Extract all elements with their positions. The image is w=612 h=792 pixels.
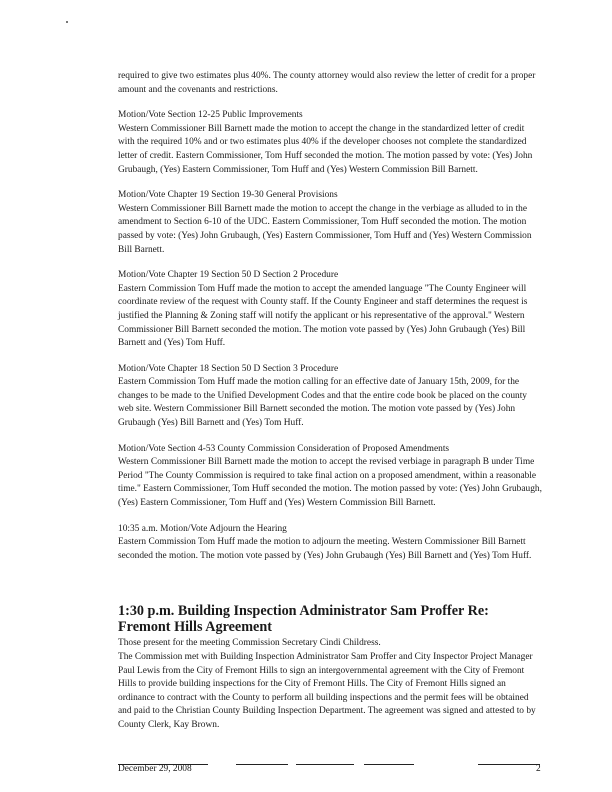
motion-body: Eastern Commission Tom Huff made the motion to accept the amended language "The County Engineer will coordinate review of the request with County staff. If the County Engineer and staff determines the request is justified the Planning & Zoning staff will notify the applicant or his representative of the approval." Western Commissioner Bill Barnett seconded the motion. The motion vote passed by (Yes) John Grubaugh (Yes) Bill Barnett and (Yes) Tom Huff. <box>118 283 528 349</box>
section-paragraph: The Commission met with Building Inspection Administrator Sam Proffer and City Inspector Project Manager Paul Lewis from the City of Fremont Hills to sign an intergovernmental agreement with the City of Fremont Hills to provide building inspections for the City of Fremont Hills. The City of Fremont Hills signed an ordinance to contract with the County to perform all building inspections and the permit fees will be obtained and paid to the Christian County Building Inspection Department. The agreement was signed and attested to by County Clerk, Kay Brown. <box>118 652 536 730</box>
section-body <box>118 637 542 732</box>
motion-heading: Motion/Vote Chapter 19 Section 50 D Section 2 Procedure <box>118 270 339 281</box>
motion-body: Western Commissioner Bill Barnett made the motion to accept the change in the verbiage as alluded to in the amendment to Section 6-10 of the UDC. Eastern Commissioner, Tom Huff seconded the motion. The motion passed by vote: (Yes) John Grubaugh, (Yes) Eastern Commissioner, Tom Huff and (Yes) Western Commission Bill Barnett. <box>118 203 532 255</box>
footer-rule <box>296 764 354 765</box>
footer-date: December 29, 2008 <box>118 764 192 774</box>
footer-rule <box>236 764 288 765</box>
scan-speck <box>66 21 68 23</box>
section-title: 1:30 p.m. Building Inspection Administrator Sam Proffer Re: Fremont Hills Agreement <box>118 603 489 636</box>
footer-rule <box>364 764 414 765</box>
motion-block <box>118 109 542 177</box>
motion-block <box>118 523 542 564</box>
motion-body: Western Commissioner Bill Barnett made the motion to accept the change in the standardized letter of credit with the required 10% and or two estimates plus 40% if the developer chooses not complete the standardized letter of credit. Eastern Commissioner, Tom Huff seconded the motion. The motion passed by vote: (Yes) John Grubaugh, (Yes) Eastern Commissioner, Tom Huff and (Yes) Western Commission Bill Barnett. <box>118 123 533 175</box>
motion-block <box>118 269 542 351</box>
motion-block <box>118 443 542 511</box>
motion-block <box>118 189 542 257</box>
footer-rule <box>478 764 540 765</box>
motion-heading: Motion/Vote Chapter 19 Section 19-30 General Provisions <box>118 190 338 201</box>
motion-block <box>118 363 542 431</box>
intro-paragraph: required to give two estimates plus 40%. The county attorney would also review the letter of credit for a proper amount and the covenants and restrictions. <box>118 71 536 95</box>
motion-body: Eastern Commission Tom Huff made the motion to adjourn the meeting. Western Commissioner Bill Barnett seconded the motion. The motion vote passed by (Yes) John Grubaugh (Yes) Bill Barnett and (Yes) Tom Huff. <box>118 537 532 561</box>
minutes-content <box>118 70 542 733</box>
motion-heading: Motion/Vote Section 12-25 Public Improvements <box>118 110 303 121</box>
motion-heading: Motion/Vote Section 4-53 County Commission Consideration of Proposed Amendments <box>118 443 450 454</box>
section-present-line: Those present for the meeting Commission Secretary Cindi Childress. <box>118 638 381 649</box>
motion-heading: Motion/Vote Chapter 18 Section 50 D Section 3 Procedure <box>118 363 339 374</box>
motion-body: Western Commissioner Bill Barnett made the motion to accept the revised verbiage in paragraph B under Time Period "The County Commission is required to take final action on a proposed amendment, within a reasonable time." Eastern Commissioner, Tom Huff seconded the motion. The motion passed by vote: (Yes) John Grubaugh, (Yes) Eastern Commissioner, Tom Huff and (Yes) Western Commission Bill Barnett. <box>118 457 542 509</box>
page-number: 2 <box>536 764 541 774</box>
motion-heading: 10:35 a.m. Motion/Vote Adjourn the Hearing <box>118 523 287 534</box>
motion-body: Eastern Commission Tom Huff made the motion calling for an effective date of January 15th, 2009, for the changes to be made to the Unified Development Codes and that the entire code book be placed on the county web site. Western Commissioner Bill Barnett seconded the motion. The motion vote passed by (Yes) John Grubaugh (Yes) Bill Barnett and (Yes) Tom Huff. <box>118 377 527 429</box>
